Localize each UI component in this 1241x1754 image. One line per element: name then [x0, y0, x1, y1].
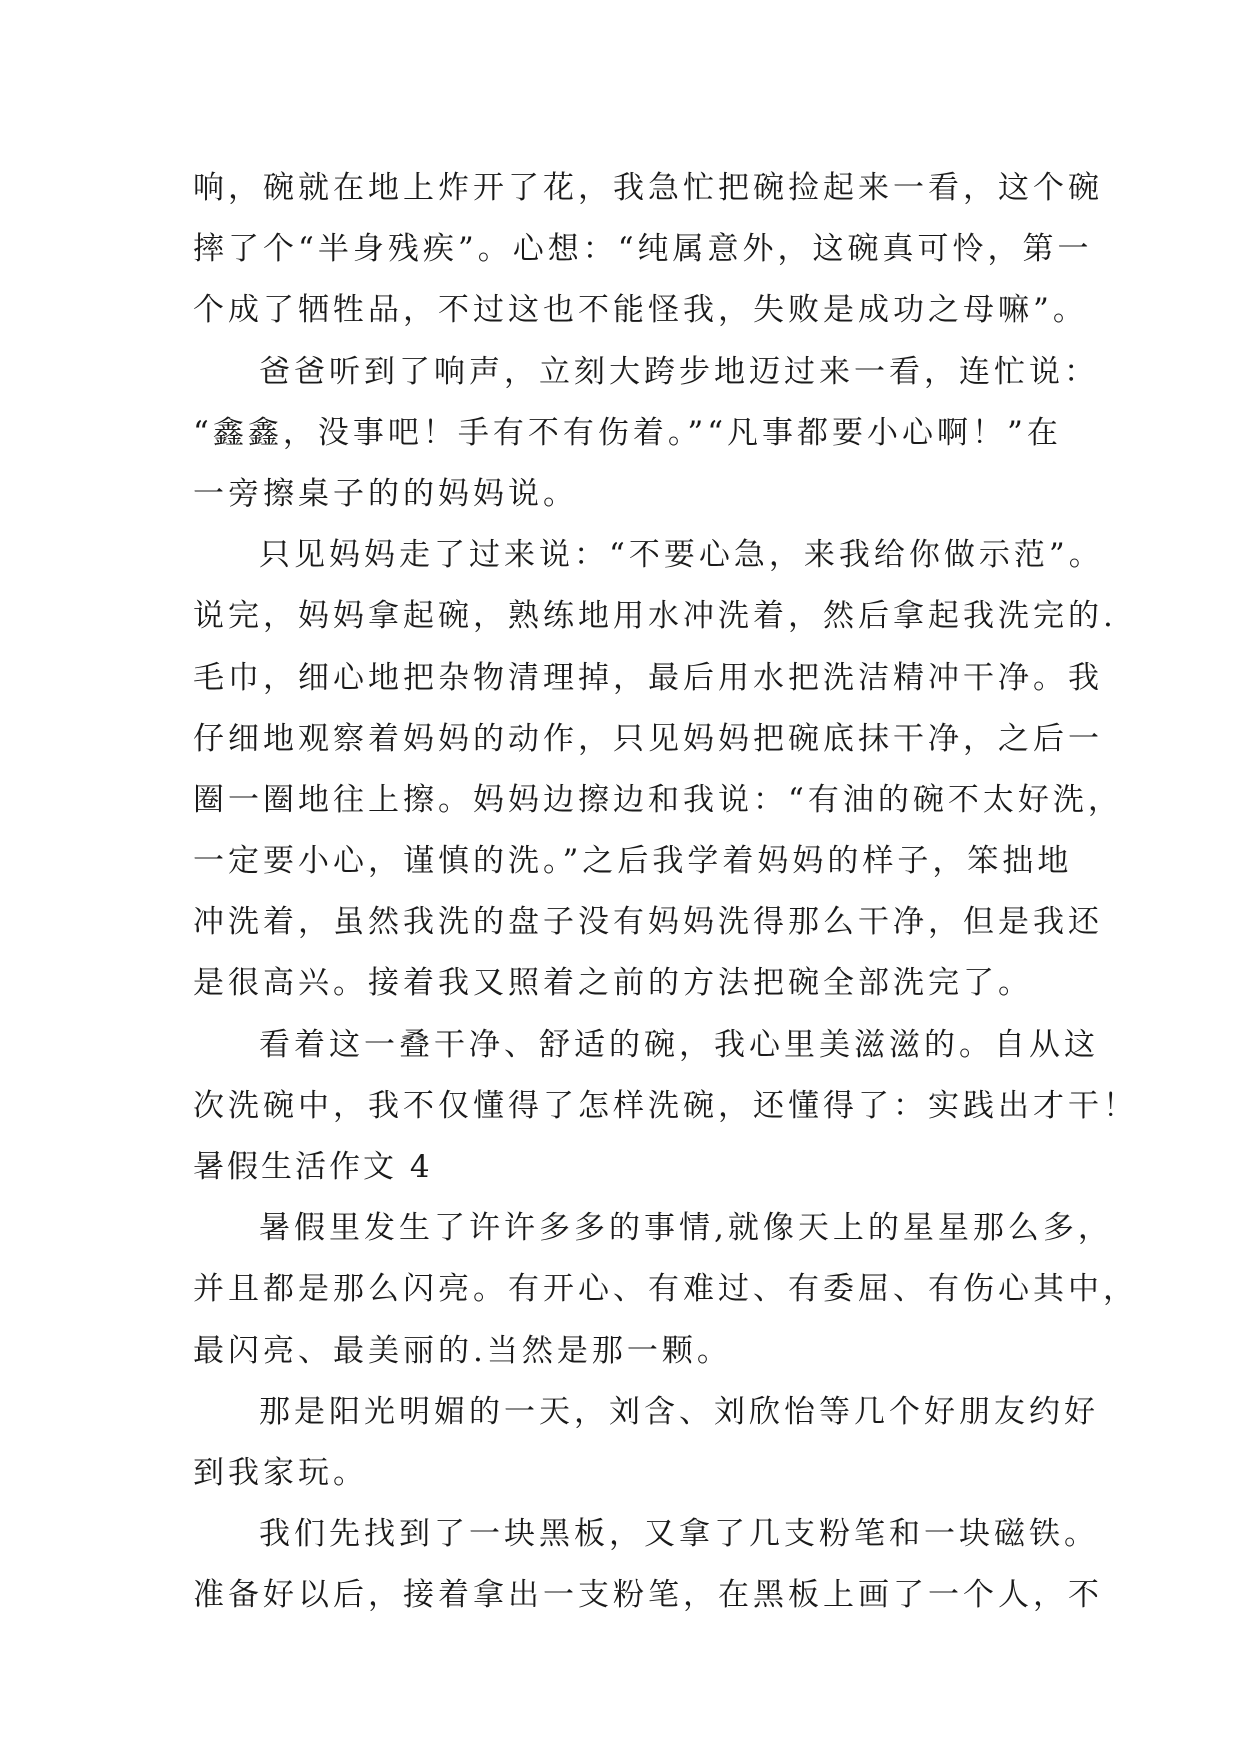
- text-line: 圈一圈地往上擦。妈妈边擦边和我说：“有油的碗不太好洗，: [193, 781, 1123, 818]
- text-line: 毛巾，细心地把杂物清理掉，最后用水把洗洁精冲干净。我: [193, 659, 1103, 696]
- text-line: 摔了个“半身残疾”。心想：“纯属意外，这碗真可怜，第一: [193, 231, 1093, 268]
- text-line: 仔细地观察着妈妈的动作，只见妈妈把碗底抹干净，之后一: [193, 720, 1103, 757]
- text-line: 并且都是那么闪亮。有开心、有难过、有委屈、有伤心其中，: [193, 1271, 1138, 1308]
- text-line: 最闪亮、最美丽的.当然是那一颗。: [193, 1332, 732, 1369]
- text-line: 是很高兴。接着我又照着之前的方法把碗全部洗完了。: [193, 965, 1033, 1002]
- paragraph-start-line: 爸爸听到了响声，立刻大跨步地迈过来一看，连忙说：: [259, 353, 1099, 390]
- text-line: 次洗碗中，我不仅懂得了怎样洗碗，还懂得了：实践出才干！: [193, 1087, 1138, 1124]
- text-line: 冲洗着，虽然我洗的盘子没有妈妈洗得那么干净，但是我还: [193, 904, 1103, 941]
- text-line: 到我家玩。: [193, 1454, 368, 1491]
- text-line: 准备好以后，接着拿出一支粉笔，在黑板上画了一个人，不: [193, 1577, 1103, 1614]
- text-line: 一旁擦桌子的的妈妈说。: [193, 475, 578, 512]
- text-line: “鑫鑫，没事吧！手有不有伤着。”“凡事都要小心啊！”在: [193, 414, 1062, 451]
- paragraph-start-line: 看着这一叠干净、舒适的碗，我心里美滋滋的。自从这: [259, 1026, 1099, 1063]
- paragraph-start-line: 只见妈妈走了过来说：“不要心急，来我给你做示范”。: [259, 537, 1104, 574]
- text-line: 响，碗就在地上炸开了花，我急忙把碗捡起来一看，这个碗: [193, 170, 1103, 206]
- document-body: [193, 158, 1138, 1627]
- text-line: 说完，妈妈拿起碗，熟练地用水冲洗着，然后拿起我洗完的.: [193, 598, 1117, 635]
- text-line: 个成了牺牲品，不过这也不能怪我，失败是成功之母嘛”。: [193, 292, 1088, 329]
- text-line: 一定要小心，谨慎的洗。”之后我学着妈妈的样子，笨拙地: [193, 843, 1073, 880]
- paragraph-start-line: 那是阳光明媚的一天，刘含、刘欣怡等几个好朋友约好: [259, 1393, 1099, 1430]
- paragraph-start-line: 我们先找到了一块黑板，又拿了几支粉笔和一块磁铁。: [259, 1516, 1099, 1553]
- paragraph-start-line: 暑假里发生了许许多多的事情,就像天上的星星那么多，: [259, 1210, 1113, 1247]
- section-heading: 暑假生活作文 4: [193, 1149, 433, 1185]
